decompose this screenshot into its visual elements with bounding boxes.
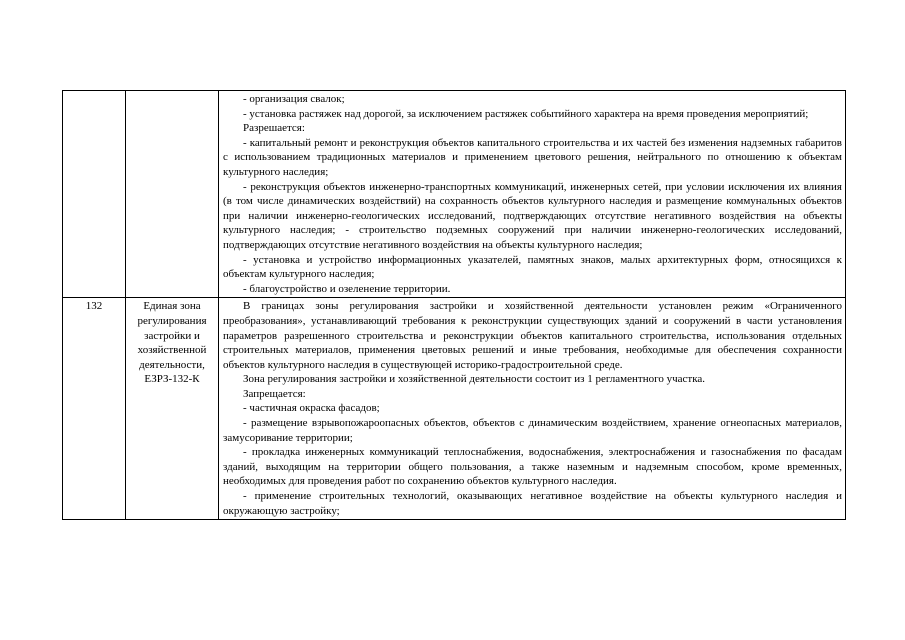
row-number-cell xyxy=(63,91,126,298)
row-number-cell: 132 xyxy=(63,298,126,520)
zone-name-cell: Единая зона регулирования застройки и хозяйственной деятельности, ЕЗРЗ-132-К xyxy=(126,298,219,520)
regulation-paragraph: - капитальный ремонт и реконструкция объектов капитального строительства и их частей без изменения надземных габаритов с использованием традиционных материалов и применением цветового решения, нейтрального по отношению к объектам культурного наследия; xyxy=(223,136,842,178)
regulation-text-cell xyxy=(219,298,846,520)
regulation-paragraph: - применение строительных технологий, оказывающих негативное воздействие на объекты культурного наследия и окружающую застройку; xyxy=(223,490,842,517)
regulation-paragraph: - частичная окраска фасадов; xyxy=(243,402,380,415)
regulation-paragraph: - размещение взрывопожароопасных объектов, объектов с динамическим воздействием, хранение огнеопасных материалов, замусоривание территории; xyxy=(223,417,842,444)
regulation-paragraph: - организация свалок; xyxy=(243,93,345,105)
table-row xyxy=(63,298,846,520)
table-row xyxy=(63,91,846,298)
regulation-paragraph: - установка и устройство информационных указателей, памятных знаков, малых архитектурных форм, относящихся к объектам культурного наследия; xyxy=(223,253,842,281)
regulation-table xyxy=(62,90,846,520)
regulation-paragraph: - прокладка инженерных коммуникаций теплоснабжения, водоснабжения, электроснабжения и газоснабжения по фасадам зданий, выходящим на территории общего пользования, а также наземным и надземным способом, кроме временных, необходимых для проведения работ по сохранению объектов культурного наследия. xyxy=(223,446,842,488)
regulation-paragraph: Зона регулирования застройки и хозяйственной деятельности состоит из 1 регламентного участка. xyxy=(243,373,705,386)
regulation-paragraph: В границах зоны регулирования застройки и хозяйственной деятельности установлен режим «Ограниченного преобразования», устанавливающий требования к реконструкции существующих зданий и сооружений в части установления параметров разрешенного строительства и реконструкции объектов капитального строительства, использования отдельных строительных материалов, применения цветовых решений и иные требования, необходимые для обеспечения сохранности объектов культурного наследия в существующей историко-градостроительной среде. xyxy=(223,300,842,371)
regulation-paragraph: - благоустройство и озеленение территории. xyxy=(243,282,451,295)
regulation-paragraph: Разрешается: xyxy=(243,122,305,135)
regulation-text-cell xyxy=(219,91,846,298)
regulation-paragraph: - установка растяжек над дорогой, за исключением растяжек событийного характера на время проведения мероприятий; xyxy=(243,107,809,120)
regulation-paragraph: - реконструкция объектов инженерно-транспортных коммуникаций, инженерных сетей, при условии исключения их влияния (в том числе динамических воздействий) на сохранность объектов культурного наследия и размещение коммунальных объектов при наличии инженерно-геологических исследований, подтверждающих отсутствие негативного воздействия на объекты культурного наследия; - строительство подземных сооружений при наличии инженерно-геологических исследований, подтверждающих отсутствие негативного воздействия на объекты культурного наследия; xyxy=(223,180,842,251)
regulation-paragraph: Запрещается: xyxy=(243,387,306,400)
zone-name-cell xyxy=(126,91,219,298)
